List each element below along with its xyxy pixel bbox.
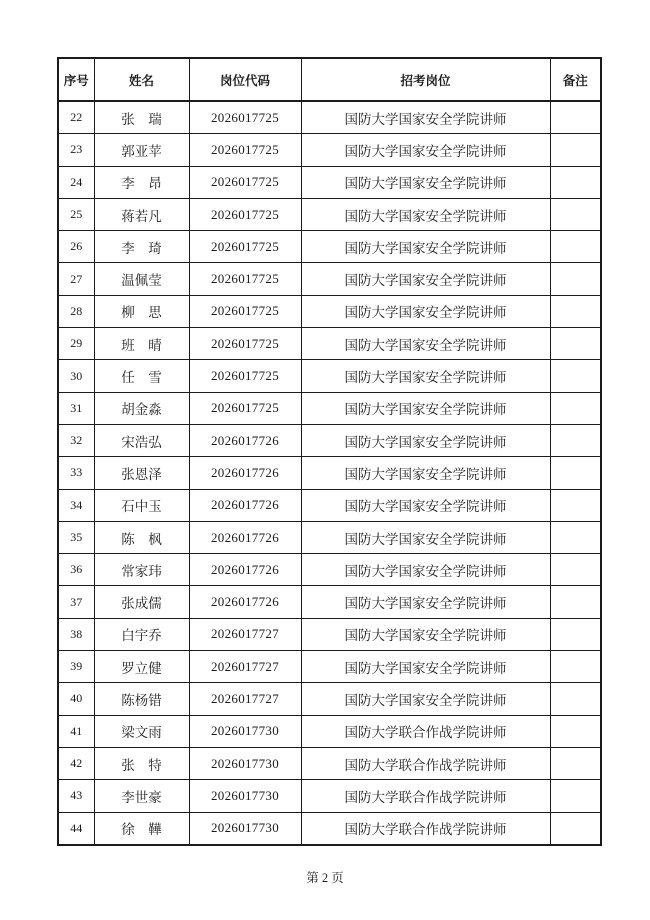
cell-code: 2026017726 bbox=[189, 521, 301, 553]
cell-position: 国防大学国家安全学院讲师 bbox=[301, 521, 550, 553]
cell-name: 罗立健 bbox=[94, 651, 189, 683]
cell-remark bbox=[550, 295, 601, 327]
cell-name: 陈杨错 bbox=[94, 683, 189, 715]
cell-code: 2026017725 bbox=[189, 101, 301, 134]
cell-remark bbox=[550, 651, 601, 683]
cell-code: 2026017727 bbox=[189, 618, 301, 650]
cell-name: 陈 枫 bbox=[94, 521, 189, 553]
cell-code: 2026017725 bbox=[189, 328, 301, 360]
cell-index: 27 bbox=[58, 263, 94, 295]
cell-position: 国防大学国家安全学院讲师 bbox=[301, 328, 550, 360]
table-row bbox=[58, 780, 601, 812]
cell-name: 张 特 bbox=[94, 747, 189, 779]
cell-name: 张恩泽 bbox=[94, 457, 189, 489]
cell-index: 41 bbox=[58, 715, 94, 747]
cell-code: 2026017726 bbox=[189, 424, 301, 456]
cell-remark bbox=[550, 812, 601, 845]
cell-remark bbox=[550, 198, 601, 230]
cell-remark bbox=[550, 586, 601, 618]
cell-remark bbox=[550, 101, 601, 134]
cell-index: 22 bbox=[58, 101, 94, 134]
cell-index: 32 bbox=[58, 424, 94, 456]
table-row bbox=[58, 360, 601, 392]
cell-index: 38 bbox=[58, 618, 94, 650]
cell-index: 24 bbox=[58, 166, 94, 198]
cell-index: 30 bbox=[58, 360, 94, 392]
cell-name: 班 晴 bbox=[94, 328, 189, 360]
cell-position: 国防大学国家安全学院讲师 bbox=[301, 489, 550, 521]
cell-name: 徐 鞾 bbox=[94, 812, 189, 845]
cell-index: 23 bbox=[58, 134, 94, 166]
table-row bbox=[58, 198, 601, 230]
cell-code: 2026017725 bbox=[189, 166, 301, 198]
cell-code: 2026017725 bbox=[189, 198, 301, 230]
table-header-row bbox=[58, 58, 601, 101]
cell-position: 国防大学国家安全学院讲师 bbox=[301, 231, 550, 263]
header-name: 姓名 bbox=[94, 58, 189, 101]
cell-code: 2026017727 bbox=[189, 683, 301, 715]
cell-code: 2026017727 bbox=[189, 651, 301, 683]
cell-name: 柳 思 bbox=[94, 295, 189, 327]
cell-code: 2026017725 bbox=[189, 134, 301, 166]
cell-code: 2026017730 bbox=[189, 715, 301, 747]
cell-name: 宋浩弘 bbox=[94, 424, 189, 456]
cell-name: 李 琦 bbox=[94, 231, 189, 263]
cell-name: 胡金淼 bbox=[94, 392, 189, 424]
cell-position: 国防大学国家安全学院讲师 bbox=[301, 263, 550, 295]
cell-code: 2026017730 bbox=[189, 812, 301, 845]
cell-remark bbox=[550, 457, 601, 489]
cell-remark bbox=[550, 328, 601, 360]
table-row bbox=[58, 489, 601, 521]
cell-index: 42 bbox=[58, 747, 94, 779]
cell-remark bbox=[550, 489, 601, 521]
recruitment-roster-table bbox=[57, 57, 602, 846]
table-row bbox=[58, 101, 601, 134]
cell-name: 张 瑞 bbox=[94, 101, 189, 134]
cell-name: 任 雪 bbox=[94, 360, 189, 392]
cell-code: 2026017725 bbox=[189, 392, 301, 424]
table-row bbox=[58, 812, 601, 845]
cell-name: 常家玮 bbox=[94, 554, 189, 586]
cell-index: 26 bbox=[58, 231, 94, 263]
cell-remark bbox=[550, 231, 601, 263]
cell-code: 2026017725 bbox=[189, 231, 301, 263]
cell-remark bbox=[550, 618, 601, 650]
cell-position: 国防大学国家安全学院讲师 bbox=[301, 683, 550, 715]
cell-position: 国防大学国家安全学院讲师 bbox=[301, 198, 550, 230]
table-row bbox=[58, 166, 601, 198]
cell-position: 国防大学国家安全学院讲师 bbox=[301, 457, 550, 489]
cell-index: 25 bbox=[58, 198, 94, 230]
cell-code: 2026017725 bbox=[189, 360, 301, 392]
cell-index: 28 bbox=[58, 295, 94, 327]
cell-index: 34 bbox=[58, 489, 94, 521]
table-row bbox=[58, 424, 601, 456]
cell-position: 国防大学国家安全学院讲师 bbox=[301, 586, 550, 618]
cell-position: 国防大学联合作战学院讲师 bbox=[301, 812, 550, 845]
table-row bbox=[58, 134, 601, 166]
cell-name: 蒋若凡 bbox=[94, 198, 189, 230]
table-row bbox=[58, 263, 601, 295]
page-number-footer: 第 2 页 bbox=[306, 871, 344, 885]
cell-position: 国防大学国家安全学院讲师 bbox=[301, 134, 550, 166]
cell-position: 国防大学联合作战学院讲师 bbox=[301, 747, 550, 779]
cell-position: 国防大学国家安全学院讲师 bbox=[301, 166, 550, 198]
cell-position: 国防大学国家安全学院讲师 bbox=[301, 424, 550, 456]
cell-position: 国防大学国家安全学院讲师 bbox=[301, 392, 550, 424]
cell-name: 郭亚苹 bbox=[94, 134, 189, 166]
cell-position: 国防大学国家安全学院讲师 bbox=[301, 651, 550, 683]
cell-name: 梁文雨 bbox=[94, 715, 189, 747]
header-code: 岗位代码 bbox=[189, 58, 301, 101]
cell-code: 2026017726 bbox=[189, 489, 301, 521]
cell-index: 40 bbox=[58, 683, 94, 715]
cell-index: 43 bbox=[58, 780, 94, 812]
table-row bbox=[58, 683, 601, 715]
cell-name: 李 昂 bbox=[94, 166, 189, 198]
cell-position: 国防大学国家安全学院讲师 bbox=[301, 554, 550, 586]
cell-code: 2026017730 bbox=[189, 747, 301, 779]
cell-code: 2026017726 bbox=[189, 586, 301, 618]
cell-code: 2026017725 bbox=[189, 263, 301, 295]
cell-index: 39 bbox=[58, 651, 94, 683]
cell-position: 国防大学国家安全学院讲师 bbox=[301, 618, 550, 650]
cell-remark bbox=[550, 424, 601, 456]
table-row bbox=[58, 651, 601, 683]
cell-remark bbox=[550, 263, 601, 295]
table-row bbox=[58, 328, 601, 360]
cell-name: 李世豪 bbox=[94, 780, 189, 812]
table-row bbox=[58, 715, 601, 747]
table-row bbox=[58, 747, 601, 779]
cell-index: 29 bbox=[58, 328, 94, 360]
cell-index: 35 bbox=[58, 521, 94, 553]
table-row bbox=[58, 392, 601, 424]
header-index: 序号 bbox=[58, 58, 94, 101]
cell-index: 44 bbox=[58, 812, 94, 845]
cell-remark bbox=[550, 166, 601, 198]
cell-index: 36 bbox=[58, 554, 94, 586]
cell-remark bbox=[550, 360, 601, 392]
header-position: 招考岗位 bbox=[301, 58, 550, 101]
table-body bbox=[58, 101, 601, 845]
cell-name: 白宇乔 bbox=[94, 618, 189, 650]
header-remark: 备注 bbox=[550, 58, 601, 101]
cell-index: 31 bbox=[58, 392, 94, 424]
cell-position: 国防大学国家安全学院讲师 bbox=[301, 101, 550, 134]
cell-index: 37 bbox=[58, 586, 94, 618]
cell-position: 国防大学联合作战学院讲师 bbox=[301, 780, 550, 812]
cell-remark bbox=[550, 554, 601, 586]
cell-remark bbox=[550, 780, 601, 812]
table-row bbox=[58, 231, 601, 263]
table-row bbox=[58, 618, 601, 650]
cell-code: 2026017730 bbox=[189, 780, 301, 812]
cell-position: 国防大学国家安全学院讲师 bbox=[301, 360, 550, 392]
cell-remark bbox=[550, 134, 601, 166]
cell-name: 温佩莹 bbox=[94, 263, 189, 295]
cell-code: 2026017725 bbox=[189, 295, 301, 327]
cell-code: 2026017726 bbox=[189, 457, 301, 489]
cell-position: 国防大学联合作战学院讲师 bbox=[301, 715, 550, 747]
cell-index: 33 bbox=[58, 457, 94, 489]
cell-remark bbox=[550, 683, 601, 715]
table-row bbox=[58, 586, 601, 618]
table-row bbox=[58, 457, 601, 489]
cell-remark bbox=[550, 715, 601, 747]
cell-remark bbox=[550, 747, 601, 779]
table-row bbox=[58, 295, 601, 327]
table-row bbox=[58, 521, 601, 553]
table-row bbox=[58, 554, 601, 586]
cell-remark bbox=[550, 521, 601, 553]
cell-name: 石中玉 bbox=[94, 489, 189, 521]
cell-name: 张成儒 bbox=[94, 586, 189, 618]
cell-code: 2026017726 bbox=[189, 554, 301, 586]
cell-position: 国防大学国家安全学院讲师 bbox=[301, 295, 550, 327]
cell-remark bbox=[550, 392, 601, 424]
